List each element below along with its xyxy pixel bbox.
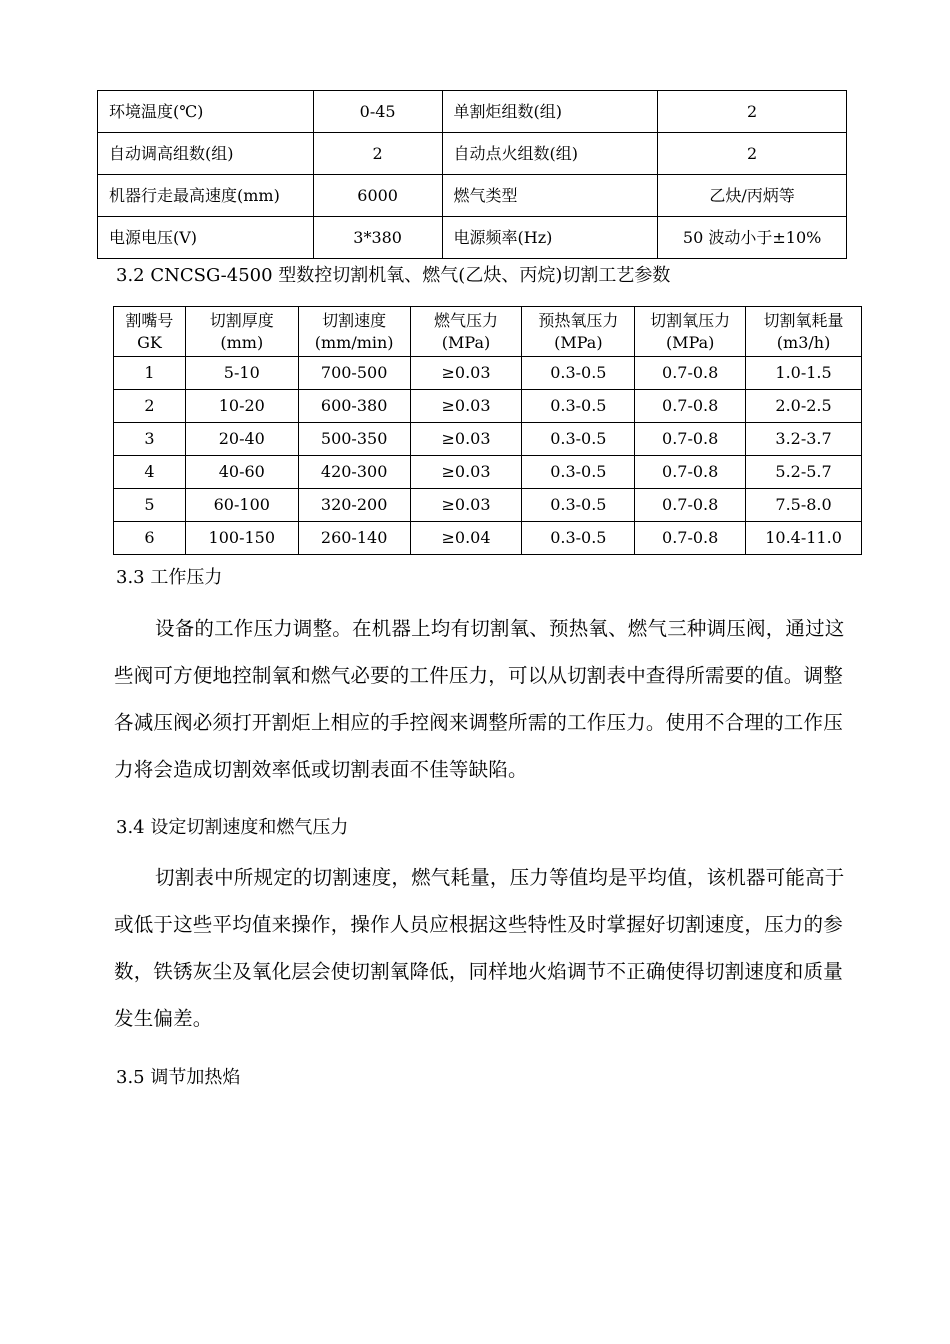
- table-cell: 3: [114, 423, 186, 456]
- paragraph-working-pressure: 设备的工作压力调整。在机器上均有切割氧、预热氧、燃气三种调压阀，通过这些阀可方便地控制氧和燃气必要的工件压力，可以从切割表中查得所需要的值。调整各减压阀必须打开割炬上相应的手控阀来调整所需的工作压力。使用不合理的工作压力将会造成切割效率低或切割表面不佳等缺陷。: [114, 617, 845, 781]
- table-row: [98, 175, 847, 217]
- spec-value: 0-45: [313, 91, 442, 133]
- table-cell: 4: [114, 456, 186, 489]
- column-header: 切割氧压力 (MPa): [635, 307, 746, 357]
- spec-value: 2: [658, 91, 847, 133]
- spec-value: 2: [658, 133, 847, 175]
- table-cell: 600-380: [298, 390, 410, 423]
- table-cell: 2.0-2.5: [746, 390, 862, 423]
- table-cell: 0.3-0.5: [522, 390, 635, 423]
- table-cell: 10-20: [185, 390, 298, 423]
- table-cell: 0.7-0.8: [635, 423, 746, 456]
- column-header: 预热氧压力 (MPa): [522, 307, 635, 357]
- table-cell: 5: [114, 489, 186, 522]
- table-cell: 6: [114, 522, 186, 555]
- column-header: 切割氧耗量 (m3/h): [746, 307, 862, 357]
- table-cell: 20-40: [185, 423, 298, 456]
- table-cell: ≥0.03: [410, 489, 522, 522]
- table-row: [114, 423, 862, 456]
- table-cell: 1.0-1.5: [746, 357, 862, 390]
- spec-label: 单割炬组数(组): [442, 91, 658, 133]
- table-row: [98, 133, 847, 175]
- spec-value: 6000: [313, 175, 442, 217]
- table-cell: 0.3-0.5: [522, 522, 635, 555]
- column-header: 割嘴号 GK: [114, 307, 186, 357]
- table-cell: 0.3-0.5: [522, 456, 635, 489]
- table-cell: ≥0.03: [410, 390, 522, 423]
- table-cell: 40-60: [185, 456, 298, 489]
- table-cell: 260-140: [298, 522, 410, 555]
- table-row: [98, 91, 847, 133]
- table-cell: 3.2-3.7: [746, 423, 862, 456]
- table-cell: 0.7-0.8: [635, 489, 746, 522]
- table-cell: ≥0.03: [410, 456, 522, 489]
- table-cell: 7.5-8.0: [746, 489, 862, 522]
- table-cell: 0.7-0.8: [635, 390, 746, 423]
- table-cell: 2: [114, 390, 186, 423]
- table-cell: 0.3-0.5: [522, 357, 635, 390]
- table-cell: 0.7-0.8: [635, 357, 746, 390]
- cutting-parameter-table: [113, 306, 862, 555]
- spec-value: 3*380: [313, 217, 442, 259]
- paragraph-cutting-speed: 切割表中所规定的切割速度，燃气耗量，压力等值均是平均值，该机器可能高于或低于这些平均值来操作，操作人员应根据这些特性及时掌握好切割速度，压力的参数，铁锈灰尘及氧化层会使切割氧降低，同样地火焰调节不正确使得切割速度和质量发生偏差。: [114, 866, 845, 1030]
- table-row: [114, 489, 862, 522]
- table-row: [98, 217, 847, 259]
- column-header: 切割速度 (mm/min): [298, 307, 410, 357]
- table-cell: ≥0.04: [410, 522, 522, 555]
- table-row: [114, 390, 862, 423]
- spec-value: 2: [313, 133, 442, 175]
- spec-label: 环境温度(℃): [98, 91, 314, 133]
- table-row: [114, 357, 862, 390]
- section-heading-3-4: 3.4 设定切割速度和燃气压力: [116, 817, 349, 838]
- table-cell: 0.7-0.8: [635, 522, 746, 555]
- spec-value: 50 波动小于±10%: [658, 217, 847, 259]
- table-header-row: [114, 307, 862, 357]
- table-cell: 5-10: [185, 357, 298, 390]
- table-cell: 500-350: [298, 423, 410, 456]
- spec-label: 电源电压(V): [98, 217, 314, 259]
- table-cell: 700-500: [298, 357, 410, 390]
- spec-value: 乙炔/丙炳等: [658, 175, 847, 217]
- column-header: 切割厚度 (mm): [185, 307, 298, 357]
- table-cell: 60-100: [185, 489, 298, 522]
- column-header: 燃气压力 (MPa): [410, 307, 522, 357]
- table-cell: ≥0.03: [410, 357, 522, 390]
- table-cell: 420-300: [298, 456, 410, 489]
- section-heading-3-5: 3.5 调节加热焰: [116, 1067, 241, 1088]
- machine-spec-table: [97, 90, 847, 259]
- spec-label: 自动点火组数(组): [442, 133, 658, 175]
- table-cell: 1: [114, 357, 186, 390]
- table-cell: 5.2-5.7: [746, 456, 862, 489]
- table-row: [114, 522, 862, 555]
- spec-label: 电源频率(Hz): [442, 217, 658, 259]
- table-cell: 10.4-11.0: [746, 522, 862, 555]
- section-heading-3-3: 3.3 工作压力: [116, 567, 223, 588]
- spec-label: 机器行走最高速度(mm): [98, 175, 314, 217]
- table-cell: 0.7-0.8: [635, 456, 746, 489]
- table-cell: ≥0.03: [410, 423, 522, 456]
- section-heading-3-2: 3.2 CNCSG-4500 型数控切割机氧、燃气(乙炔、丙烷)切割工艺参数: [116, 265, 671, 286]
- table-cell: 320-200: [298, 489, 410, 522]
- table-row: [114, 456, 862, 489]
- spec-label: 自动调高组数(组): [98, 133, 314, 175]
- spec-label: 燃气类型: [442, 175, 658, 217]
- table-cell: 0.3-0.5: [522, 489, 635, 522]
- table-cell: 100-150: [185, 522, 298, 555]
- table-cell: 0.3-0.5: [522, 423, 635, 456]
